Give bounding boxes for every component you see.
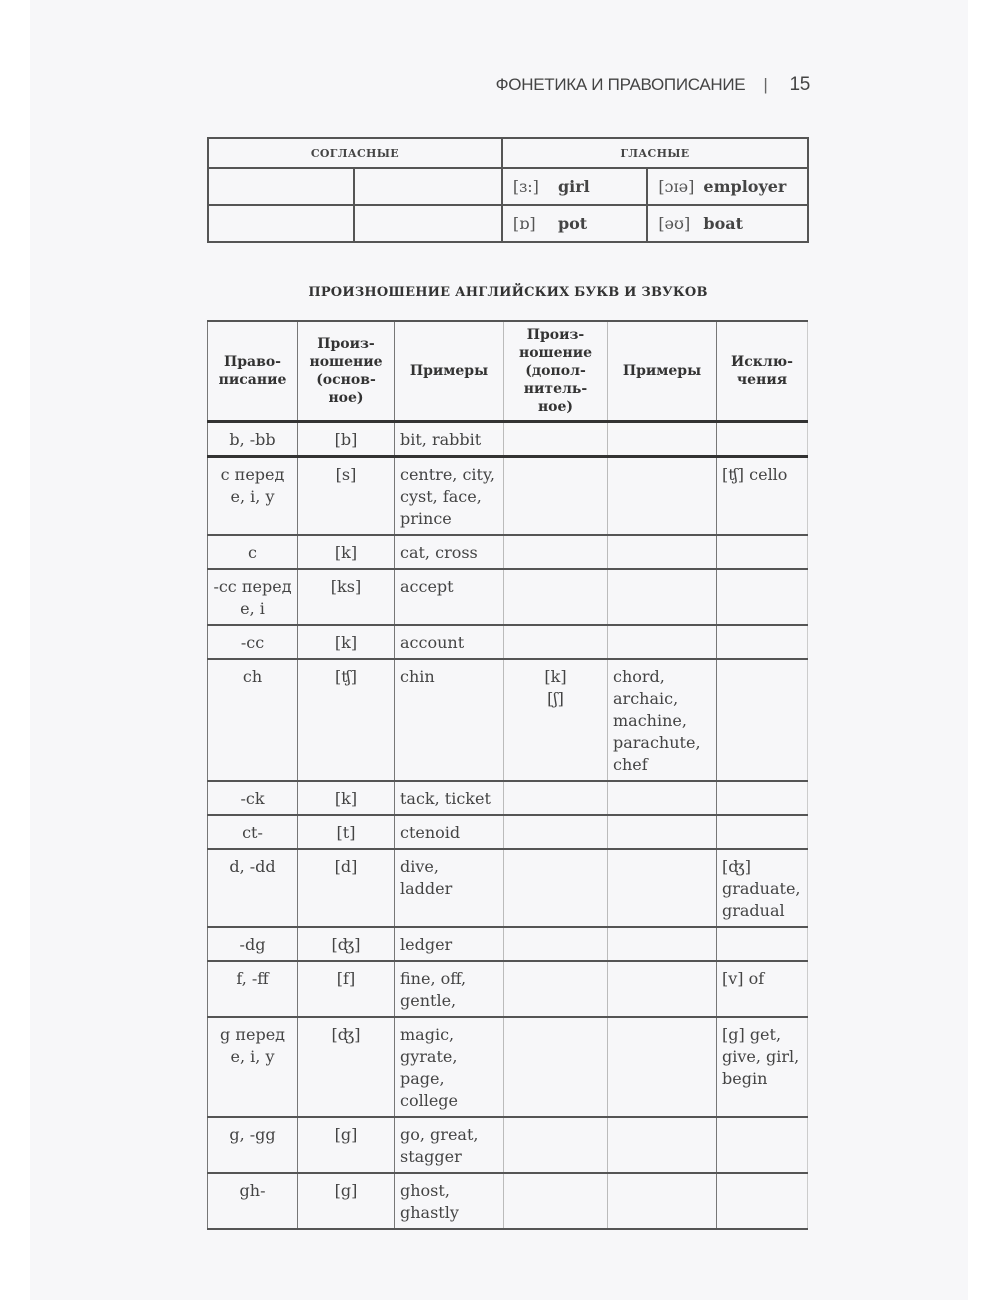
examples-cell: [395, 625, 504, 659]
ipa-symbol: [ɔɪə]: [658, 177, 695, 196]
cell-text: -dg: [239, 935, 266, 954]
consonant-cell: [354, 168, 501, 205]
pronunciation-extra-cell: [504, 961, 608, 1017]
examples-cell: [395, 815, 504, 849]
examples-cell: [395, 1017, 504, 1117]
vowel-row: [208, 168, 808, 205]
cell-text: gh-: [239, 1181, 266, 1200]
examples-cell: [395, 569, 504, 625]
spelling-cell: [208, 781, 298, 815]
pronunciation-cell: [298, 569, 395, 625]
cell-text: -cc: [240, 633, 265, 652]
pronunciation-cell: [298, 961, 395, 1017]
examples-extra-cell: [608, 457, 717, 536]
exceptions-cell: [717, 422, 808, 457]
cell-text: g, -gg: [229, 1125, 276, 1144]
cell-text: bit, rabbit: [400, 430, 482, 449]
spelling-cell: [208, 961, 298, 1017]
header-pronunciation-extra: Произ- ношение (допол- нитель- ное): [504, 321, 608, 422]
cell-text: c перед e, i, y: [220, 465, 285, 506]
pronunciation-cell: [298, 1173, 395, 1229]
cell-text: accept: [400, 577, 454, 596]
vowel-cell: [502, 205, 647, 242]
examples-extra-cell: [608, 781, 717, 815]
exceptions-cell: [717, 815, 808, 849]
pronunciation-cell: [298, 625, 395, 659]
cell-text: [ʤ]: [331, 1025, 361, 1044]
table-row: [208, 927, 808, 961]
header-spelling: Право- писание: [208, 321, 298, 422]
examples-cell: [395, 961, 504, 1017]
table-row: [208, 849, 808, 927]
examples-cell: [395, 422, 504, 457]
examples-extra-cell: [608, 1017, 717, 1117]
table-row: [208, 422, 808, 457]
cell-text: [ʤ] graduate, gradual: [722, 857, 801, 920]
table-row: [208, 457, 808, 536]
cell-text: [g]: [334, 1181, 358, 1200]
pronunciation-extra-cell: [504, 1173, 608, 1229]
example-word: girl: [557, 177, 590, 196]
table-title: ПРОИЗНОШЕНИЕ АНГЛИЙСКИХ БУКВ И ЗВУКОВ: [308, 285, 708, 300]
exceptions-cell: [717, 535, 808, 569]
table-row: [208, 1017, 808, 1117]
pronunciation-extra-cell: [504, 849, 608, 927]
cell-text: [b]: [334, 430, 358, 449]
example-word: pot: [557, 214, 588, 233]
exceptions-cell: [717, 625, 808, 659]
pronunciation-extra-cell: [504, 1117, 608, 1173]
pronunciation-extra-cell: [504, 457, 608, 536]
examples-cell: [395, 1117, 504, 1173]
examples-extra-cell: [608, 659, 717, 781]
page-number: 15: [789, 74, 810, 95]
ipa-symbol: [əʊ]: [658, 214, 691, 233]
exceptions-cell: [717, 961, 808, 1017]
cell-text: g перед e, i, y: [219, 1025, 286, 1066]
cell-text: [k]: [334, 633, 358, 652]
examples-cell: [395, 457, 504, 536]
ipa-symbol: [ɒ]: [512, 214, 536, 233]
exceptions-cell: [717, 927, 808, 961]
cell-text: [k]: [334, 543, 358, 562]
pronunciation-cell: [298, 927, 395, 961]
cell-text: dive, ladder: [400, 857, 453, 898]
spelling-cell: [208, 422, 298, 457]
cell-text: chin: [400, 667, 435, 686]
pronunciation-extra-cell: [504, 422, 608, 457]
examples-extra-cell: [608, 961, 717, 1017]
examples-extra-cell: [608, 625, 717, 659]
spelling-cell: [208, 1117, 298, 1173]
table-row: [208, 1173, 808, 1229]
examples-extra-cell: [608, 815, 717, 849]
examples-cell: [395, 927, 504, 961]
pronunciation-extra-cell: [504, 815, 608, 849]
spelling-cell: [208, 1173, 298, 1229]
exceptions-cell: [717, 569, 808, 625]
cell-text: b, -bb: [229, 430, 276, 449]
cell-text: [v] of: [722, 969, 765, 988]
example-word: boat: [703, 214, 744, 233]
spelling-cell: [208, 659, 298, 781]
exceptions-cell: [717, 1117, 808, 1173]
exceptions-cell: [717, 849, 808, 927]
exceptions-cell: [717, 1173, 808, 1229]
cell-text: [k] [ʃ]: [544, 667, 567, 708]
examples-extra-cell: [608, 422, 717, 457]
table-row: [208, 1117, 808, 1173]
vowel-table: [207, 137, 809, 243]
examples-cell: [395, 1173, 504, 1229]
consonant-cell: [208, 205, 354, 242]
cell-text: ch: [242, 667, 263, 686]
cell-text: [ʤ]: [331, 935, 361, 954]
cell-text: f, -ff: [236, 969, 269, 988]
pronunciation-cell: [298, 815, 395, 849]
spelling-cell: [208, 625, 298, 659]
consonant-cell: [354, 205, 501, 242]
cell-text: [ʧ] cello: [722, 465, 788, 484]
spelling-cell: [208, 569, 298, 625]
examples-extra-cell: [608, 569, 717, 625]
cell-text: ghost, ghastly: [400, 1181, 459, 1222]
cell-text: ct-: [242, 823, 263, 842]
cell-text: fine, off, gentle,: [400, 969, 467, 1010]
pronunciation-extra-cell: [504, 1017, 608, 1117]
table-header-row: [208, 321, 808, 422]
vowel-row: [208, 205, 808, 242]
cell-text: [f]: [336, 969, 356, 988]
running-head: [460, 72, 810, 98]
pronunciation-cell: [298, 1117, 395, 1173]
pronunciation-extra-cell: [504, 535, 608, 569]
spelling-cell: [208, 535, 298, 569]
pronunciation-extra-cell: [504, 781, 608, 815]
header-vowels: ГЛАСНЫЕ: [502, 138, 808, 168]
table-row: [208, 569, 808, 625]
cell-text: centre, city, cyst, face, prince: [400, 465, 495, 528]
examples-extra-cell: [608, 535, 717, 569]
cell-text: [t]: [336, 823, 356, 842]
cell-text: [d]: [334, 857, 358, 876]
cell-text: go, great, stagger: [400, 1125, 479, 1166]
table-row: [208, 659, 808, 781]
pronunciation-cell: [298, 535, 395, 569]
header-exceptions: Исклю- чения: [717, 321, 808, 422]
pronunciation-cell: [298, 781, 395, 815]
spelling-cell: [208, 849, 298, 927]
cell-text: ctenoid: [400, 823, 461, 842]
table-row: [208, 961, 808, 1017]
pronunciation-table: [207, 320, 808, 1230]
header-examples-extra: Примеры: [608, 321, 717, 422]
examples-cell: [395, 849, 504, 927]
cell-text: -cc перед e, i: [213, 577, 292, 618]
spelling-cell: [208, 927, 298, 961]
cell-text: tack, ticket: [400, 789, 491, 808]
vowel-table-header: [208, 138, 808, 168]
cell-text: [k]: [334, 789, 358, 808]
header-consonants: СОГЛАСНЫЕ: [208, 138, 502, 168]
cell-text: cat, cross: [400, 543, 478, 562]
pronunciation-extra-cell: [504, 927, 608, 961]
vowel-cell: [502, 168, 647, 205]
exceptions-cell: [717, 781, 808, 815]
cell-text: [g] get, give, girl, begin: [722, 1025, 800, 1088]
spelling-cell: [208, 457, 298, 536]
examples-cell: [395, 781, 504, 815]
exceptions-cell: [717, 659, 808, 781]
pronunciation-extra-cell: [504, 625, 608, 659]
exceptions-cell: [717, 1017, 808, 1117]
pronunciation-extra-cell: [504, 659, 608, 781]
cell-text: ledger: [400, 935, 453, 954]
examples-extra-cell: [608, 927, 717, 961]
cell-text: chord, archaic, machine, parachute, chef: [613, 667, 701, 774]
table-row: [208, 815, 808, 849]
cell-text: account: [400, 633, 465, 652]
vowel-cell: [647, 168, 808, 205]
ipa-symbol: [ɜ:]: [512, 177, 539, 196]
examples-cell: [395, 535, 504, 569]
cell-text: [ks]: [330, 577, 362, 596]
cell-text: [g]: [334, 1125, 358, 1144]
examples-extra-cell: [608, 1117, 717, 1173]
cell-text: -ck: [240, 789, 265, 808]
table-row: [208, 625, 808, 659]
cell-text: c: [248, 543, 257, 562]
cell-text: d, -dd: [229, 857, 276, 876]
cell-text: [s]: [335, 465, 357, 484]
spelling-cell: [208, 815, 298, 849]
examples-extra-cell: [608, 1173, 717, 1229]
examples-cell: [395, 659, 504, 781]
examples-extra-cell: [608, 849, 717, 927]
pronunciation-cell: [298, 659, 395, 781]
spelling-cell: [208, 1017, 298, 1117]
exceptions-cell: [717, 457, 808, 536]
cell-text: magic, gyrate, page, college: [400, 1025, 459, 1110]
pronunciation-cell: [298, 457, 395, 536]
pronunciation-cell: [298, 1017, 395, 1117]
header-separator: |: [763, 75, 768, 94]
header-pronunciation-main: Произ- ношение (основ- ное): [298, 321, 395, 422]
cell-text: [ʧ]: [334, 667, 358, 686]
pronunciation-cell: [298, 422, 395, 457]
pronunciation-extra-cell: [504, 569, 608, 625]
example-word: employer: [703, 177, 787, 196]
table-row: [208, 781, 808, 815]
section-title: ФОНЕТИКА И ПРАВОПИСАНИЕ: [495, 75, 746, 94]
consonant-cell: [208, 168, 354, 205]
table-row: [208, 535, 808, 569]
vowel-cell: [647, 205, 808, 242]
header-examples: Примеры: [395, 321, 504, 422]
pronunciation-cell: [298, 849, 395, 927]
